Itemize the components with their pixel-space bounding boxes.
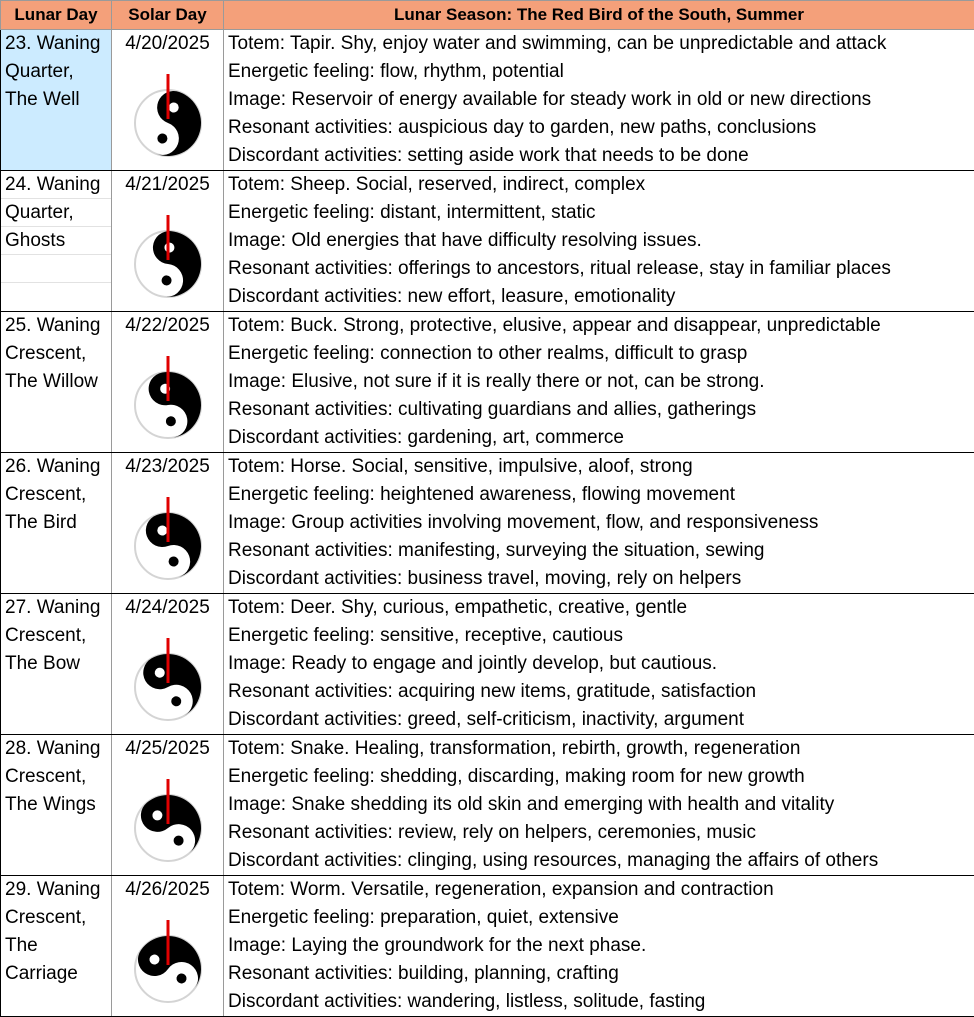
- solar-day-cell[interactable]: [112, 735, 224, 876]
- lunar-day-cell[interactable]: [1, 312, 112, 453]
- image-text: Image: Old energies that have difficulty resolving issues.: [224, 227, 974, 255]
- empty-grid-line: [1, 255, 111, 283]
- lunar-day-label: [1, 312, 111, 396]
- table-row: [1, 30, 974, 171]
- lunar-day-line: The Well: [1, 86, 111, 114]
- lunar-day-line: The Bird: [1, 509, 111, 537]
- discordant-activities-text: Discordant activities: business travel, moving, rely on helpers: [224, 565, 974, 593]
- yin-yang-moon-phase-icon: [131, 352, 205, 442]
- lunar-day-cell[interactable]: [1, 453, 112, 594]
- resonant-activities-text: Resonant activities: manifesting, surveying the situation, sewing: [224, 537, 974, 565]
- solar-date: 4/21/2025: [112, 171, 223, 199]
- yin-yang-moon-phase-icon: [131, 916, 205, 1006]
- discordant-activities-text: Discordant activities: new effort, leasure, emotionality: [224, 283, 974, 311]
- energetic-feeling-text: Energetic feeling: distant, intermittent, static: [224, 199, 974, 227]
- image-text: Image: Laying the groundwork for the next phase.: [224, 932, 974, 960]
- discordant-activities-text: Discordant activities: setting aside work that needs to be done: [224, 142, 974, 170]
- energetic-feeling-text: Energetic feeling: shedding, discarding, making room for new growth: [224, 763, 974, 791]
- solar-date: 4/22/2025: [112, 312, 223, 340]
- empty-grid-line: [1, 283, 111, 311]
- lunar-day-line: Ghosts: [1, 227, 111, 255]
- solar-date: 4/25/2025: [112, 735, 223, 763]
- lunar-day-cell[interactable]: [1, 735, 112, 876]
- totem-text: Totem: Worm. Versatile, regeneration, expansion and contraction: [224, 876, 974, 904]
- yin-yang-moon-phase-icon: [131, 70, 205, 160]
- yin-yang-moon-phase-icon: [131, 211, 205, 301]
- solar-date: 4/20/2025: [112, 30, 223, 58]
- lunar-day-label: [1, 876, 111, 988]
- lunar-day-line: Crescent,: [1, 340, 111, 368]
- lunar-day-line: The Wings: [1, 791, 111, 819]
- image-text: Image: Group activities involving movement, flow, and responsiveness: [224, 509, 974, 537]
- lunar-day-cell[interactable]: [1, 171, 112, 312]
- resonant-activities-text: Resonant activities: building, planning, crafting: [224, 960, 974, 988]
- energetic-feeling-text: Energetic feeling: heightened awareness, flowing movement: [224, 481, 974, 509]
- totem-text: Totem: Sheep. Social, reserved, indirect, complex: [224, 171, 974, 199]
- totem-text: Totem: Snake. Healing, transformation, rebirth, growth, regeneration: [224, 735, 974, 763]
- image-text: Image: Elusive, not sure if it is really there or not, can be strong.: [224, 368, 974, 396]
- discordant-activities-text: Discordant activities: wandering, listless, solitude, fasting: [224, 988, 974, 1016]
- table-row: [1, 594, 974, 735]
- lunar-day-line: Crescent,: [1, 904, 111, 932]
- lunar-season-header: Lunar Season: The Red Bird of the South, Summer: [224, 1, 974, 30]
- lunar-day-line: 25. Waning: [1, 312, 111, 340]
- solar-date: 4/24/2025: [112, 594, 223, 622]
- lunar-day-label: [1, 30, 111, 114]
- day-info-cell[interactable]: [224, 876, 974, 1017]
- table-body: [1, 30, 974, 1017]
- lunar-day-line: 26. Waning: [1, 453, 111, 481]
- totem-text: Totem: Tapir. Shy, enjoy water and swimming, can be unpredictable and attack: [224, 30, 974, 58]
- discordant-activities-text: Discordant activities: clinging, using resources, managing the affairs of others: [224, 847, 974, 875]
- lunar-day-line: Crescent,: [1, 481, 111, 509]
- day-info-cell[interactable]: [224, 453, 974, 594]
- lunar-day-line: 23. Waning: [1, 30, 111, 58]
- lunar-day-cell[interactable]: [1, 30, 112, 171]
- lunar-day-label: [1, 594, 111, 678]
- day-info-cell[interactable]: [224, 171, 974, 312]
- solar-day-cell[interactable]: [112, 312, 224, 453]
- image-text: Image: Reservoir of energy available for steady work in old or new directions: [224, 86, 974, 114]
- table-row: [1, 453, 974, 594]
- lunar-day-label: [1, 453, 111, 537]
- yin-yang-moon-phase-icon: [131, 775, 205, 865]
- table-row: [1, 876, 974, 1017]
- solar-day-cell[interactable]: [112, 30, 224, 171]
- lunar-day-line: Crescent,: [1, 763, 111, 791]
- solar-date: 4/26/2025: [112, 876, 223, 904]
- resonant-activities-text: Resonant activities: acquiring new items, gratitude, satisfaction: [224, 678, 974, 706]
- day-info-cell[interactable]: [224, 735, 974, 876]
- resonant-activities-text: Resonant activities: offerings to ancestors, ritual release, stay in familiar places: [224, 255, 974, 283]
- table-header: [1, 1, 974, 30]
- lunar-day-line: 24. Waning: [1, 171, 111, 199]
- energetic-feeling-text: Energetic feeling: sensitive, receptive, cautious: [224, 622, 974, 650]
- lunar-day-line: Crescent,: [1, 622, 111, 650]
- lunar-day-label: [1, 171, 111, 311]
- image-text: Image: Snake shedding its old skin and emerging with health and vitality: [224, 791, 974, 819]
- solar-day-header: Solar Day: [112, 1, 224, 30]
- table-row: [1, 312, 974, 453]
- lunar-day-line: 27. Waning: [1, 594, 111, 622]
- day-info-cell[interactable]: [224, 312, 974, 453]
- lunar-day-label: [1, 735, 111, 819]
- resonant-activities-text: Resonant activities: cultivating guardians and allies, gatherings: [224, 396, 974, 424]
- table-row: [1, 735, 974, 876]
- lunar-day-line: The: [1, 932, 111, 960]
- yin-yang-moon-phase-icon: [131, 493, 205, 583]
- lunar-day-line: The Willow: [1, 368, 111, 396]
- solar-day-cell[interactable]: [112, 453, 224, 594]
- energetic-feeling-text: Energetic feeling: connection to other realms, difficult to grasp: [224, 340, 974, 368]
- energetic-feeling-text: Energetic feeling: preparation, quiet, extensive: [224, 904, 974, 932]
- lunar-day-header: Lunar Day: [1, 1, 112, 30]
- solar-day-cell[interactable]: [112, 594, 224, 735]
- resonant-activities-text: Resonant activities: auspicious day to garden, new paths, conclusions: [224, 114, 974, 142]
- day-info-cell[interactable]: [224, 594, 974, 735]
- discordant-activities-text: Discordant activities: gardening, art, commerce: [224, 424, 974, 452]
- totem-text: Totem: Deer. Shy, curious, empathetic, creative, gentle: [224, 594, 974, 622]
- lunar-day-cell[interactable]: [1, 876, 112, 1017]
- solar-day-cell[interactable]: [112, 876, 224, 1017]
- lunar-day-line: The Bow: [1, 650, 111, 678]
- lunar-day-line: Quarter,: [1, 199, 111, 227]
- lunar-day-line: 28. Waning: [1, 735, 111, 763]
- yin-yang-moon-phase-icon: [131, 634, 205, 724]
- totem-text: Totem: Buck. Strong, protective, elusive, appear and disappear, unpredictable: [224, 312, 974, 340]
- discordant-activities-text: Discordant activities: greed, self-criticism, inactivity, argument: [224, 706, 974, 734]
- solar-day-cell[interactable]: [112, 171, 224, 312]
- totem-text: Totem: Horse. Social, sensitive, impulsive, aloof, strong: [224, 453, 974, 481]
- table-row: [1, 171, 974, 312]
- image-text: Image: Ready to engage and jointly develop, but cautious.: [224, 650, 974, 678]
- lunar-day-line: 29. Waning: [1, 876, 111, 904]
- resonant-activities-text: Resonant activities: review, rely on helpers, ceremonies, music: [224, 819, 974, 847]
- energetic-feeling-text: Energetic feeling: flow, rhythm, potential: [224, 58, 974, 86]
- lunar-day-cell[interactable]: [1, 594, 112, 735]
- day-info-cell[interactable]: [224, 30, 974, 171]
- solar-date: 4/23/2025: [112, 453, 223, 481]
- header-row: [1, 1, 974, 30]
- lunar-day-line: Quarter,: [1, 58, 111, 86]
- lunar-day-line: Carriage: [1, 960, 111, 988]
